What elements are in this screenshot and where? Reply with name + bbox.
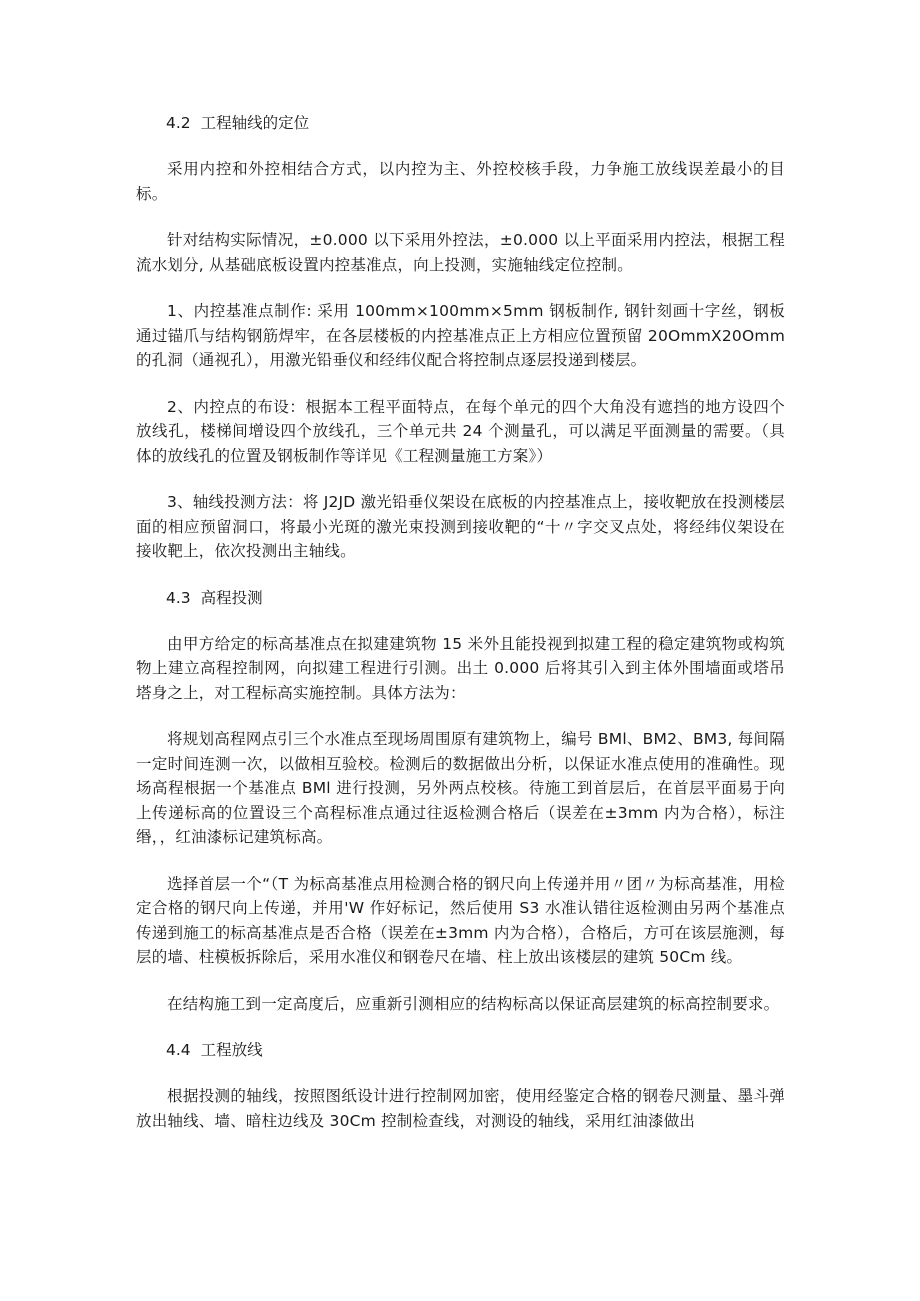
paragraph: 选择首层一个“（T 为标高基准点用检测合格的钢尺向上传递并用〃团〃为标高基准，用检定合格的钢尺向上传递，并用'W 作好标记，然后使用 S3 水准认错往返检测由另两个基准点传递到施工的标高基准点是否合格（误差在±3mm 内为合格），合格后，方可在该层施测，每层的墙、柱模板拆除后，采用水准仪和钢卷尺在墙、柱上放出该楼层的建筑 50Cm 线。 bbox=[136, 874, 785, 966]
section-heading-4-2 bbox=[166, 111, 785, 135]
heading-number: 4.3 bbox=[166, 588, 191, 607]
paragraph: 针对结构实际情况，±0.000 以下采用外控法，±0.000 以上平面采用内控法，根据工程流水划分, 从基础底板设置内控基准点，向上投测，实施轴线定位控制。 bbox=[136, 231, 785, 274]
paragraph: 采用内控和外控相结合方式，以内控为主、外控校核手段，力争施工放线误差最小的目标。 bbox=[136, 160, 785, 203]
paragraph: 3、轴线投测方法：将 J2JD 激光铅垂仪架设在底板的内控基准点上，接收靶放在投测楼层面的相应预留洞口，将最小光斑的激光束投测到接收靶的“十〃字交叉点处，将经纬仪架设在接收靶上，依次投测出主轴线。 bbox=[136, 493, 785, 560]
heading-title: 工程轴线的定位 bbox=[200, 114, 310, 132]
paragraph: 由甲方给定的标高基准点在拟建建筑物 15 米外且能投视到拟建工程的稳定建筑物或构筑物上建立高程控制网，向拟建工程进行引测。出土 0.000 后将其引入到主体外围墙面或塔吊塔身之上，对工程标高实施控制。具体方法为： bbox=[136, 634, 785, 702]
paragraph: 1、内控基准点制作: 采用 100mm×100mm×5mm 钢板制作, 钢针刻画十字丝，钢板通过锚爪与结构钢筋焊牢，在各层楼板的内控基准点正上方相应位置预留 20OmmX20Omm 的孔洞（通视孔），用激光铅垂仪和经纬仪配合将控制点逐层投递到楼层。 bbox=[136, 302, 785, 369]
section-heading-4-4 bbox=[166, 1038, 785, 1062]
paragraph: 将规划高程网点引三个水准点至现场周围原有建筑物上，编号 BMl、BM2、BM3, 每间隔一定时间连测一次，以做相互验校。检测后的数据做出分析，以保证水准点使用的准确性。现场高程根据一个基准点 BMl 进行投测，另外两点校核。待施工到首层后，在首层平面易于向上传递标高的位置设三个高程标准点通过往返检测合格后（误差在±3mm 内为合格），标注缗，，红油漆标记建筑标高。 bbox=[136, 730, 785, 846]
paragraph: 2、内控点的布设：根据本工程平面特点，在每个单元的四个大角没有遮挡的地方设四个放线孔，楼梯间增设四个放线孔，三个单元共 24 个测量孔，可以满足平面测量的需要。（具体的放线孔的位置及钢板制作等详见《工程测量施工方案》） bbox=[136, 397, 785, 465]
paragraph: 根据投测的轴线，按照图纸设计进行控制网加密，使用经鉴定合格的钢卷尺测量、墨斗弹放出轴线、墙、暗柱边线及 30Cm 控制检查线，对测设的轴线，采用红油漆做出 bbox=[136, 1087, 785, 1130]
paragraph: 在结构施工到一定高度后，应重新引测相应的结构标高以保证高层建筑的标高控制要求。 bbox=[167, 994, 780, 1013]
heading-title: 工程放线 bbox=[200, 1041, 263, 1059]
section-heading-4-3 bbox=[166, 586, 785, 610]
heading-number: 4.4 bbox=[166, 1041, 191, 1059]
heading-number: 4.2 bbox=[166, 114, 191, 132]
heading-title: 高程投测 bbox=[200, 588, 263, 607]
